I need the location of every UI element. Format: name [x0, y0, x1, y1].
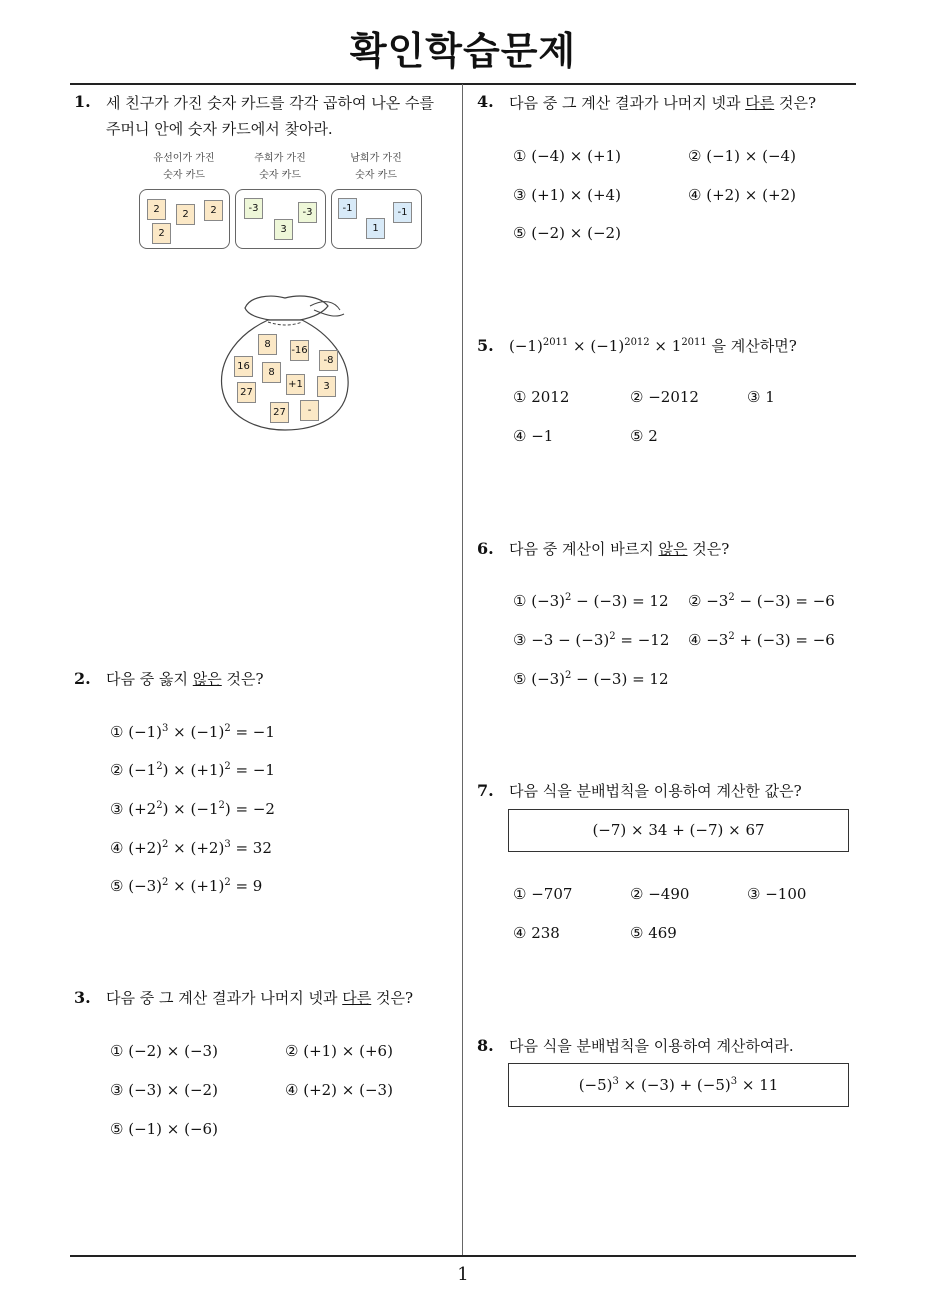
option-5[interactable]: ⑤ 2 — [630, 427, 658, 445]
option-4[interactable]: ④ $-3^2 + (-3) = -6$ — [688, 631, 835, 649]
option-1[interactable]: ① (−2) × (−3) — [110, 1042, 218, 1060]
question-number: 3. — [74, 988, 91, 1007]
card-box-juhee — [235, 189, 326, 249]
question-number: 4. — [477, 92, 494, 111]
bag-card: 27 — [270, 402, 289, 423]
bag-card: - — [300, 400, 319, 421]
friend-label-line2: 숫자 카드 — [355, 170, 397, 181]
option-1[interactable]: ① −707 — [513, 885, 573, 903]
question-number: 6. — [477, 539, 494, 558]
question-number: 5. — [477, 336, 494, 355]
text: 것은? — [221, 670, 264, 688]
text: 다음 중 계산이 바르지 — [509, 540, 659, 558]
friend-label-line2: 숫자 카드 — [163, 170, 205, 181]
bag-card: 16 — [234, 356, 253, 377]
question-text — [106, 985, 413, 1011]
footer-rule — [70, 1255, 856, 1257]
friend-label — [236, 150, 324, 184]
option-4[interactable]: ④ (+2) × (−3) — [285, 1081, 393, 1099]
question-text: 다음 식을 분배법칙을 이용하여 계산한 값은? — [509, 782, 802, 800]
text: 것은? — [774, 94, 817, 112]
number-card: 1 — [366, 218, 385, 239]
question-text-line1: 세 친구가 가진 숫자 카드를 각각 곱하여 나온 수를 — [106, 94, 434, 112]
bag-card: -8 — [319, 350, 338, 371]
bag-card: 3 — [317, 376, 336, 397]
question-text — [106, 666, 264, 692]
column-divider — [462, 84, 463, 1256]
friend-label — [332, 150, 420, 184]
friend-label-line1: 주희가 가진 — [254, 153, 306, 164]
option-3[interactable]: ③ $(+2^2) \times (-1^2) = -2$ — [110, 800, 275, 818]
bag-card: 8 — [262, 362, 281, 383]
option-3[interactable]: ③ $-3 - (-3)^2 = -12$ — [513, 631, 670, 649]
friend-label — [140, 150, 228, 184]
underlined-text: 않은 — [658, 540, 688, 558]
option-3[interactable]: ③ −100 — [747, 885, 807, 903]
question-text — [509, 536, 729, 562]
card-box-namhee — [331, 189, 422, 249]
option-3[interactable]: ③ 1 — [747, 388, 775, 406]
option-1[interactable]: ① 2012 — [513, 388, 570, 406]
option-5[interactable]: ⑤ 469 — [630, 924, 677, 942]
bag-card: -16 — [290, 340, 309, 361]
option-1[interactable]: ① $(-1)^3 \times (-1)^2 = -1$ — [110, 723, 275, 741]
option-5[interactable]: ⑤ $(-3)^2 - (-3) = 12$ — [513, 670, 669, 688]
option-2[interactable]: ② $-3^2 - (-3) = -6$ — [688, 592, 835, 610]
option-3[interactable]: ③ (+1) × (+4) — [513, 186, 621, 204]
option-2[interactable]: ② (+1) × (+6) — [285, 1042, 393, 1060]
question-text — [509, 90, 816, 116]
number-card: 2 — [147, 199, 166, 220]
card-box-yuseon — [139, 189, 230, 249]
number-card: -1 — [393, 202, 412, 223]
option-3[interactable]: ③ (−3) × (−2) — [110, 1081, 218, 1099]
question-text: 다음 식을 분배법칙을 이용하여 계산하여라. — [509, 1037, 794, 1055]
question-text-line2: 주머니 안에 숫자 카드에서 찾아라. — [106, 120, 333, 138]
question-number: 8. — [477, 1036, 494, 1055]
question-number: 1. — [74, 92, 91, 111]
option-2[interactable]: ② −2012 — [630, 388, 699, 406]
number-card: -3 — [298, 202, 317, 223]
text: 다음 중 그 계산 결과가 나머지 넷과 — [106, 989, 343, 1007]
option-2[interactable]: ② (−1) × (−4) — [688, 147, 796, 165]
underlined-text: 다른 — [745, 94, 775, 112]
question-text: $(-1)^{2011} \times (-1)^{2012} \times 1^{2011}$ 을 계산하면? — [509, 337, 797, 355]
underlined-text: 다른 — [342, 989, 372, 1007]
text: 것은? — [687, 540, 730, 558]
friend-label-line1: 남희가 가진 — [350, 153, 402, 164]
option-4[interactable]: ④ (+2) × (+2) — [688, 186, 796, 204]
number-card: 2 — [176, 204, 195, 225]
page-title: 확인학습문제 — [349, 29, 577, 73]
text: 다음 중 그 계산 결과가 나머지 넷과 — [509, 94, 746, 112]
option-2[interactable]: ② $(-1^2) \times (+1)^2 = -1$ — [110, 761, 275, 779]
option-4[interactable]: ④ 238 — [513, 924, 560, 942]
option-5[interactable]: ⑤ (−2) × (−2) — [513, 224, 621, 242]
option-4[interactable]: ④ $(+2)^2 \times (+2)^3 = 32$ — [110, 839, 272, 857]
number-card: 3 — [274, 219, 293, 240]
bag-card: 8 — [258, 334, 277, 355]
pouch-illustration — [210, 288, 360, 438]
number-card: 2 — [204, 200, 223, 221]
expression-box: $(-5)^3 \times (-3) + (-5)^3 \times 11$ — [508, 1063, 849, 1107]
expression-box: (−7) × 34 + (−7) × 67 — [508, 809, 849, 852]
number-card: -3 — [244, 198, 263, 219]
underlined-text: 않은 — [192, 670, 222, 688]
bag-card: 27 — [237, 382, 256, 403]
text: 것은? — [371, 989, 414, 1007]
option-4[interactable]: ④ −1 — [513, 427, 554, 445]
header-rule — [70, 83, 856, 85]
option-5[interactable]: ⑤ $(-3)^2 \times (+1)^2 = 9$ — [110, 877, 263, 895]
bag-card: +1 — [286, 374, 305, 395]
option-1[interactable]: ① (−4) × (+1) — [513, 147, 621, 165]
option-5[interactable]: ⑤ (−1) × (−6) — [110, 1120, 218, 1138]
number-card: 2 — [152, 223, 171, 244]
text: 다음 중 옳지 — [106, 670, 193, 688]
page-number: 1 — [457, 1264, 469, 1285]
friend-label-line2: 숫자 카드 — [259, 170, 301, 181]
option-1[interactable]: ① $(-3)^2 - (-3) = 12$ — [513, 592, 669, 610]
question-number: 2. — [74, 669, 91, 688]
number-card: -1 — [338, 198, 357, 219]
question-number: 7. — [477, 781, 494, 800]
option-2[interactable]: ② −490 — [630, 885, 690, 903]
friend-label-line1: 유선이가 가진 — [153, 153, 215, 164]
